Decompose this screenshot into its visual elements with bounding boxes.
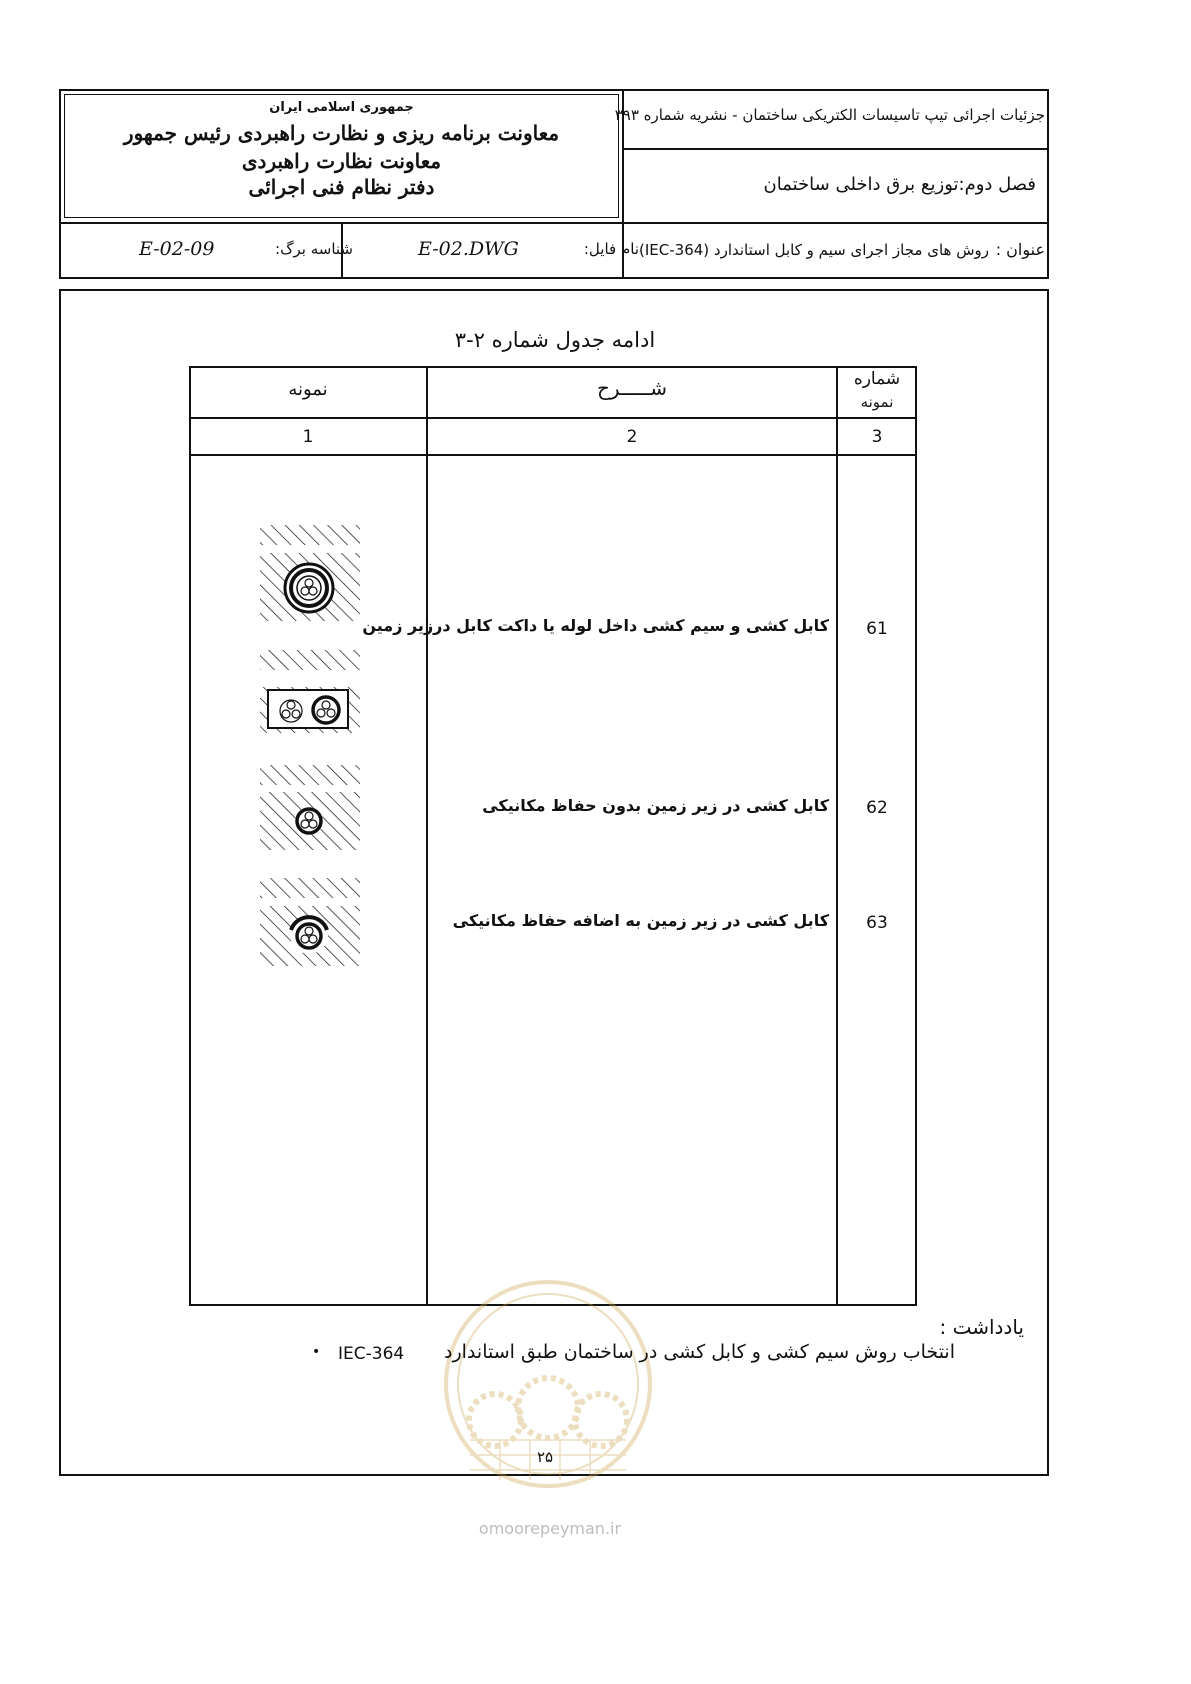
notes-item-text: انتخاب روش سیم کشی و کابل کشی در ساختمان طبق استاندارد xyxy=(444,1341,955,1363)
col-header-description: شـــــرح xyxy=(597,376,667,400)
col-header-number-1: شماره xyxy=(853,369,901,389)
notes-item-standard: IEC-364 xyxy=(338,1344,405,1364)
col-number-2: 2 xyxy=(626,427,638,447)
sample-62-direct-burial-drawing xyxy=(260,765,360,850)
sample-63-protected-burial-drawing xyxy=(260,878,360,966)
col-number-3: 3 xyxy=(871,427,883,447)
sheet-id-value: E-02-09 xyxy=(139,238,215,260)
chapter-title: فصل دوم:توزیع برق داخلی ساختمان xyxy=(763,174,1036,195)
org-line-3: معاونت نظارت راهبردی xyxy=(241,149,442,173)
row-63-number: 63 xyxy=(866,913,888,933)
row-63-description: کابل کشی در زیر زمین به اضافه حفاظ مکانیکی xyxy=(452,911,829,930)
sample-61-duct-drawing xyxy=(260,650,360,733)
row-62-description: کابل کشی در زیر زمین بدون حفاظ مکانیکی xyxy=(482,796,829,815)
file-name-label: نام فایل: xyxy=(583,240,639,258)
org-line-1: جمهوری اسلامی ایران xyxy=(269,100,414,115)
sample-61-conduit-drawing xyxy=(260,525,360,621)
notes-label: یادداشت : xyxy=(939,1315,1024,1339)
col-header-sample: نمونه xyxy=(288,379,328,400)
row-61-number: 61 xyxy=(866,619,888,639)
row-61-description: کابل کشی و سیم کشی داخل لوله یا داکت کابل درزیر زمین xyxy=(362,616,829,635)
col-header-number-2: نمونه xyxy=(860,393,894,411)
sheet-title-value: روش های مجاز اجرای سیم و کابل استاندارد (IEC-364) xyxy=(639,241,989,259)
notes-item-bullet: • xyxy=(312,1344,321,1360)
page-number: ۲۵ xyxy=(536,1448,554,1466)
org-line-2: معاونت برنامه ریزی و نظارت راهبردی رئیس جمهور xyxy=(123,121,560,145)
row-62-number: 62 xyxy=(866,798,888,818)
publication-title: جزئیات اجرائی تیپ تاسیسات الکتریکی ساختمان - نشریه شماره ۳۹۳ xyxy=(614,106,1045,124)
sheet-id-label: شناسه برگ: xyxy=(275,240,353,258)
col-number-1: 1 xyxy=(302,427,314,447)
org-line-4: دفتر نظام فنی اجرائی xyxy=(248,175,435,199)
table-caption: ادامه جدول شماره ۲-۳ xyxy=(454,328,656,352)
sheet-title-label: عنوان : xyxy=(995,240,1045,259)
file-name-value: E-02.DWG xyxy=(418,238,519,260)
watermark-url: omoorepeyman.ir xyxy=(478,1519,622,1538)
